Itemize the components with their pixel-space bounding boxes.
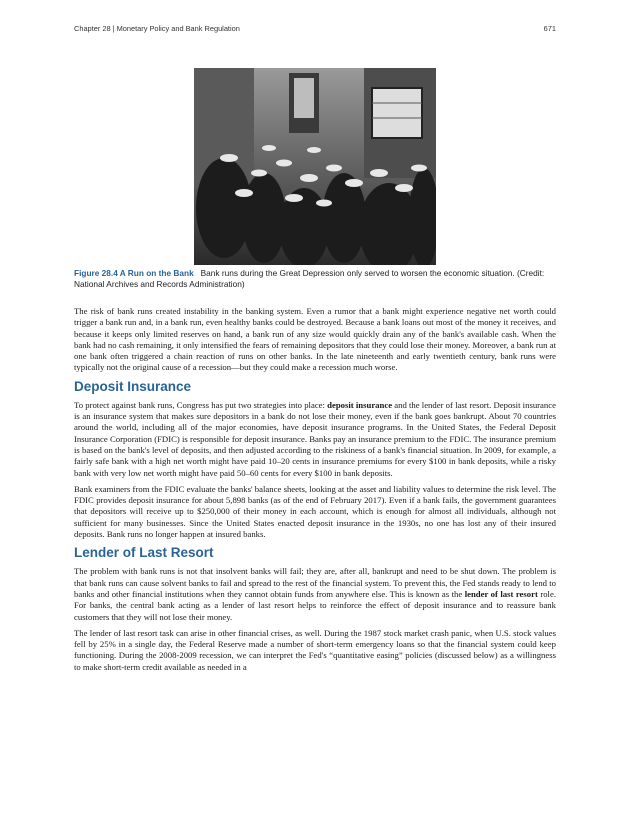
- deposit-insurance-heading: Deposit Insurance: [74, 378, 192, 394]
- figure-caption: [74, 268, 556, 290]
- running-header: [74, 24, 556, 36]
- lender-paragraph-2: The lender of last resort task can arise in other financial crises, as well. During the 1987 stock market crash panic, when U.S. stock values fell by 25% in a single day, the Federal Reserve made a number of short-term emergency loans so that the financial system could keep functioning. During the 2008-2009 recession, we can interpret the Fed's “quantitative easing” policies (discussed below) as a willingness to make short-term credit available as needed in a: [74, 627, 556, 672]
- deposit-paragraph-2: Bank examiners from the FDIC evaluate the banks' balance sheets, looking at the asset and liability values to determine the risk level. The FDIC provides deposit insurance for about 5,898 banks (as of the end of February 2017). Even if a bank fails, the government guarantees that depositors will receive up to $250,000 of their money in each account, which is enough for almost all individuals, although not sufficient for many businesses. Since the United States enacted deposit insurance in the 1930s, no one has lost any of their insured deposits. Bank runs no longer happen at insured banks.: [74, 483, 556, 540]
- body-text: [74, 306, 556, 678]
- lender-heading: Lender of Last Resort: [74, 545, 214, 561]
- lender-term: lender of last resort: [464, 588, 538, 599]
- figure-caption-text: Bank runs during the Great Depression only served to worsen the economic situation. (Credit: National Archives and Records Administration): [74, 268, 545, 289]
- lender-paragraph-1: The problem with bank runs is not that insolvent banks will fail; they are, after all, bankrupt and need to be shut down. The problem is that bank runs can cause solvent banks to fail and spread to the rest of the financial system. To prevent this, the Fed stands ready to lend to banks and other financial institutions when they cannot obtain funds from anywhere else. This is known as the lender of last resort role. For banks, the central bank acting as a lender of last resort helps to reinforce the effect of deposit insurance and to reassure bank customers that they will not lose their money.: [74, 566, 556, 622]
- deposit-paragraph-1: To protect against bank runs, Congress has put two strategies into place: deposit insurance and the lender of last resort. Deposit insurance is an insurance system that makes sure depositors in a bank do not lose their money, even if the bank goes bankrupt. About 70 countries around the world, including all of the major economies, have deposit insurance programs. In the United States, the Federal Deposit Insurance Corporation (FDIC) is responsible for deposit insurance. Banks pay an insurance premium to the FDIC. The insurance premium is based on the bank's level of deposits, and then adjusted according to the riskiness of a bank's financial situation. In 2009, for example, a fairly safe bank with a high net worth might have paid 10–20 cents in insurance premiums for every $100 in bank deposits, while a risky bank with very low net worth might have paid 50–60 cents for every $100 in bank deposits.: [74, 399, 556, 478]
- intro-paragraph: The risk of bank runs created instability in the banking system. Even a rumor that a bank might experience negative net worth could trigger a bank run and, in a bank run, even healthy banks could be destroyed. Because a bank loans out most of the money it receives, and because it keeps only limited reserves on hand, a bank run of any size would quickly drain any of the bank's available cash. When the bank had no cash remaining, it only intensified the fears of remaining depositors that they could lose their money. Moreover, a bank run at one bank often triggered a chain reaction of runs on other banks. In the late nineteenth and early twentieth century, bank runs were typically not the original cause of a recession—but they could make a recession much worse.: [74, 306, 556, 373]
- bank-run-photo: [194, 68, 436, 265]
- figure-label: Figure 28.4 A Run on the Bank: [74, 268, 194, 278]
- page-number: 671: [543, 24, 556, 33]
- chapter-title: Chapter 28 | Monetary Policy and Bank Regulation: [74, 24, 240, 33]
- deposit-insurance-term: deposit insurance: [327, 399, 393, 410]
